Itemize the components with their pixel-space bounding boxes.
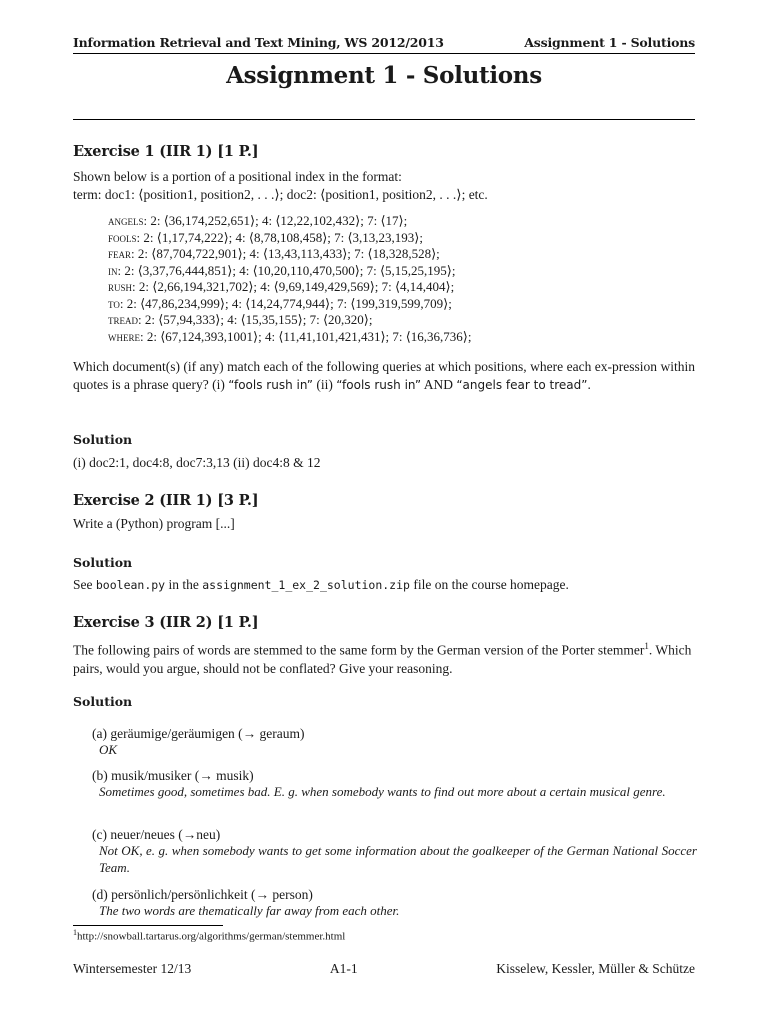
question-text: AND [421, 377, 457, 392]
solution-3-heading: Solution [73, 694, 133, 709]
header-rule [73, 53, 695, 54]
running-header [73, 35, 695, 50]
footnote-marker: 1 [644, 641, 649, 651]
question-text: . [587, 377, 591, 392]
solution-2-heading: Solution [73, 555, 133, 570]
title-rule [73, 119, 695, 120]
index-term: tread [108, 312, 138, 327]
positional-index [108, 213, 698, 345]
index-term: where [108, 328, 140, 344]
index-postings: 2: ⟨3,37,76,444,851⟩; 4: ⟨10,20,110,470,500⟩; 7: ⟨5,15,25,195⟩; [124, 262, 456, 278]
index-term: angels [108, 213, 144, 228]
header-assignment: Assignment 1 - Solutions [524, 35, 695, 50]
query-2: “fools rush in” [336, 378, 422, 392]
index-postings: 2: ⟨57,94,333⟩; 4: ⟨15,35,155⟩; 7: ⟨20,320⟩; [144, 312, 373, 327]
footnote-url: http://snowball.tartarus.org/algorithms/german/stemmer.html [77, 930, 346, 943]
index-postings: 2: ⟨87,704,722,901⟩; 4: ⟨13,43,113,433⟩; 7: ⟨18,328,528⟩; [137, 246, 440, 261]
query-1: “fools rush in” [228, 378, 314, 392]
exercise-1-question [73, 358, 695, 394]
index-term: in [108, 262, 118, 278]
index-entry: rush: 2: ⟨2,66,194,321,702⟩; 4: ⟨9,69,149,429,569⟩; 7: ⟨4,14,404⟩; [108, 279, 455, 294]
index-term: rush [108, 279, 133, 294]
index-entry: to: 2: ⟨47,86,234,999⟩; 4: ⟨14,24,774,944⟩; 7: ⟨199,319,599,709⟩; [108, 295, 452, 311]
index-postings: 2: ⟨2,66,194,321,702⟩; 4: ⟨9,69,149,429,569⟩; 7: ⟨4,14,404⟩; [138, 279, 455, 294]
course-name: Information Retrieval and Text Mining, WS 2012/2013 [73, 35, 444, 50]
query-3: “angels fear to tread” [456, 378, 588, 392]
stemming-item [92, 826, 697, 876]
item-label: (d) persönlich/persönlichkeit (→ person) [92, 887, 313, 902]
solution-text: in the [165, 577, 203, 592]
solution-1-text: (i) doc2:1, doc4:8, doc7:3,13 (ii) doc4:8 & 12 [73, 455, 321, 470]
exercise-1-intro [73, 168, 695, 204]
index-entry: fools: 2: ⟨1,17,74,222⟩; 4: ⟨8,78,108,458⟩; 7: ⟨3,13,23,193⟩; [108, 229, 423, 245]
index-entry: angels: 2: ⟨36,174,252,651⟩; 4: ⟨12,22,102,432⟩; 7: ⟨17⟩; [108, 213, 408, 228]
index-term: fear [108, 246, 132, 261]
footer-semester: Wintersemester 12/13 [73, 961, 192, 976]
index-term: fools [108, 229, 137, 245]
exercise-2-heading: Exercise 2 (IIR 1) [3 P.] [73, 492, 259, 509]
index-postings: 2: ⟨67,124,393,1001⟩; 4: ⟨11,41,101,421,431⟩; 7: ⟨16,36,736⟩; [146, 328, 472, 344]
page-title: Assignment 1 - Solutions [226, 62, 542, 89]
stemming-item [92, 886, 697, 920]
exercise-1-heading: Exercise 1 (IIR 1) [1 P.] [73, 143, 259, 160]
solution-text: file on the course homepage. [409, 577, 569, 592]
question-text: (ii) [313, 377, 337, 392]
item-answer: Not OK, e. g. when somebody wants to get some information about the goalkeeper of the German National Soccer Team. [99, 843, 697, 875]
exercise-2-text: Write a (Python) program [...] [73, 516, 235, 531]
index-entry: fear: 2: ⟨87,704,722,901⟩; 4: ⟨13,43,113,433⟩; 7: ⟨18,328,528⟩; [108, 246, 440, 261]
exercise-text: . Which pairs, would you argue, should not be conflated? Give your reasoning. [73, 642, 692, 676]
solution-1-heading: Solution [73, 432, 133, 447]
footnote-rule [73, 925, 223, 926]
intro-line-2: term: doc1: ⟨position1, position2, . . .⟩; doc2: ⟨position1, position2, . . .⟩; etc. [73, 187, 488, 202]
page-footer [73, 961, 695, 977]
stemming-item [92, 767, 697, 801]
item-answer: Sometimes good, sometimes bad. E. g. when somebody wants to find out more about a certain musical genre. [99, 784, 666, 799]
item-answer: OK [99, 742, 118, 757]
exercise-3-heading: Exercise 3 (IIR 2) [1 P.] [73, 614, 259, 631]
footer-authors: Kisselew, Kessler, Müller & Schütze [496, 961, 695, 976]
index-postings: 2: ⟨47,86,234,999⟩; 4: ⟨14,24,774,944⟩; 7: ⟨199,319,599,709⟩; [126, 295, 452, 311]
intro-line-1: Shown below is a portion of a positional index in the format: [73, 169, 402, 184]
index-entry: in: 2: ⟨3,37,76,444,851⟩; 4: ⟨10,20,110,470,500⟩; 7: ⟨5,15,25,195⟩; [108, 262, 456, 278]
solution-text: See [73, 577, 96, 592]
index-entry: tread: 2: ⟨57,94,333⟩; 4: ⟨15,35,155⟩; 7: ⟨20,320⟩; [108, 312, 373, 327]
item-label: (b) musik/musiker (→ musik) [92, 768, 254, 783]
exercise-3-text [73, 637, 695, 678]
index-entry: where: 2: ⟨67,124,393,1001⟩; 4: ⟨11,41,101,421,431⟩; 7: ⟨16,36,736⟩; [108, 328, 472, 344]
question-text: Which document(s) (if any) match each of the following queries at which positions, where each ex-pression within quotes is a phrase query? (i) [73, 359, 695, 392]
index-postings: 2: ⟨36,174,252,651⟩; 4: ⟨12,22,102,432⟩; 7: ⟨17⟩; [150, 213, 408, 228]
page-number: A1-1 [329, 961, 358, 976]
item-label: (c) neuer/neues (→neu) [92, 827, 221, 842]
exercise-text: The following pairs of words are stemmed to the same form by the German version of the Porter stemmer [73, 642, 645, 658]
footnote [73, 928, 345, 943]
footnote-mark: 1 [73, 928, 77, 937]
stemming-item [92, 725, 697, 759]
filename-boolean: boolean.py [95, 578, 166, 592]
filename-zip: assignment_1_ex_2_solution.zip [202, 578, 410, 592]
item-answer: The two words are thematically far away from each other. [99, 903, 400, 918]
item-label: (a) geräumige/geräumigen (→ geraum) [92, 726, 305, 741]
solution-2-text [73, 576, 695, 594]
index-postings: 2: ⟨1,17,74,222⟩; 4: ⟨8,78,108,458⟩; 7: ⟨3,13,23,193⟩; [143, 229, 423, 245]
index-term: to [108, 295, 120, 311]
